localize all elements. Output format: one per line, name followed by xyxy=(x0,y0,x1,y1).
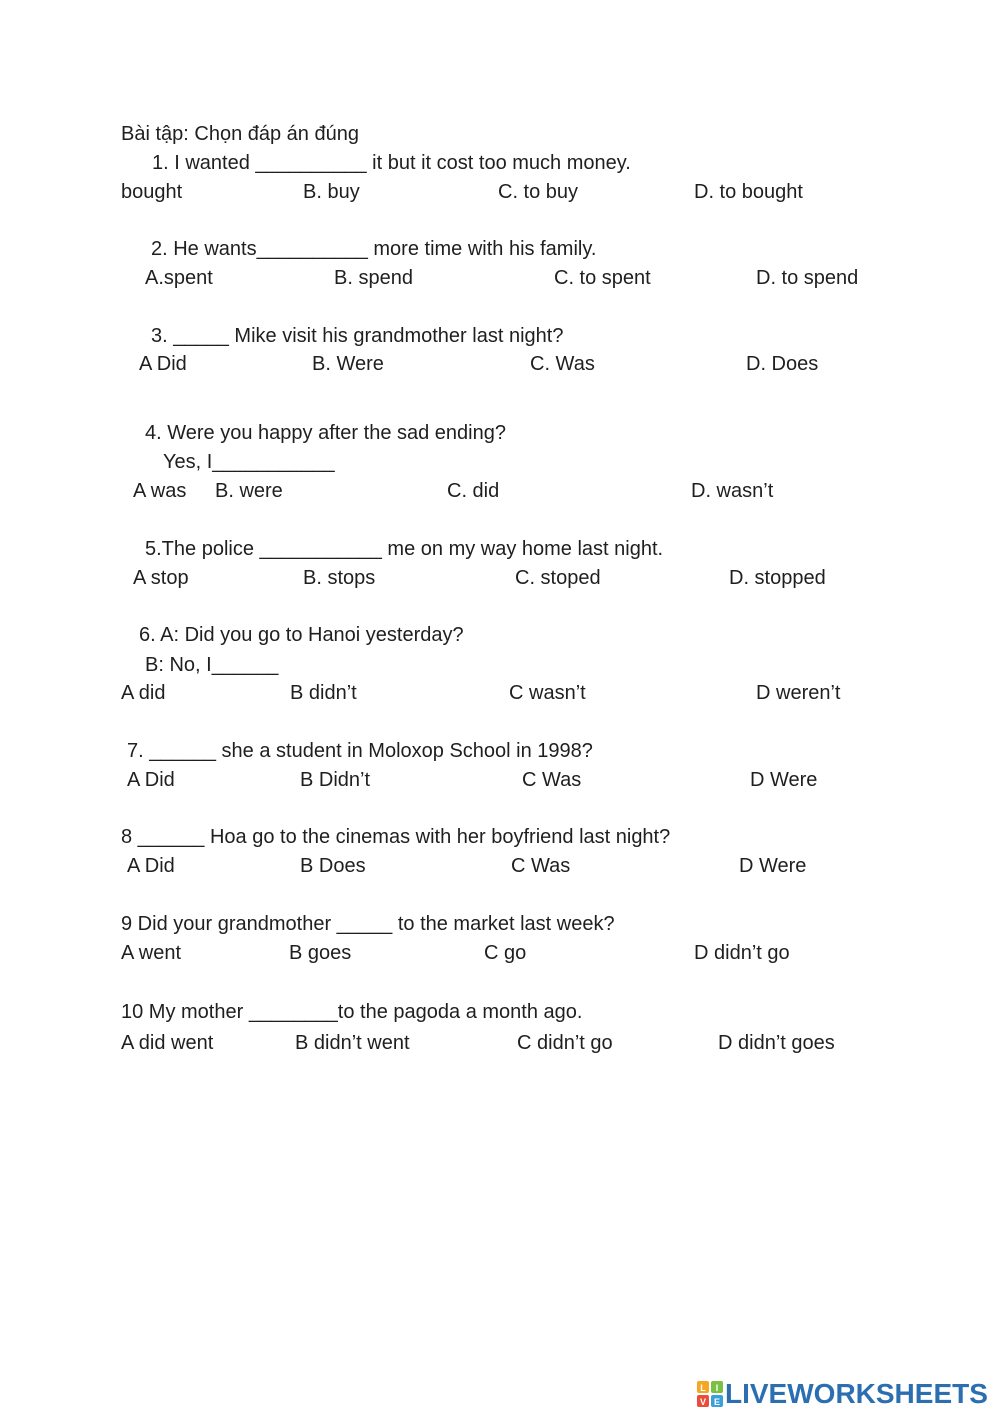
logo-icon-letter-i: I xyxy=(715,1383,719,1393)
question-7-text: 7. ______ she a student in Moloxop School in 1998? xyxy=(127,740,593,762)
question-4-option-a: A was xyxy=(133,480,187,502)
liveworksheets-logo-icon xyxy=(697,1381,723,1407)
question-10-option-c: C didn’t go xyxy=(517,1032,613,1054)
question-3-option-d: D. Does xyxy=(746,353,819,375)
question-9-option-d: D didn’t go xyxy=(694,942,790,964)
question-2-option-c: C. to spent xyxy=(554,267,651,289)
question-9-option-c: C go xyxy=(484,942,527,964)
question-5-text: 5.The police ___________ me on my way home last night. xyxy=(145,538,664,560)
question-8-option-d: D Were xyxy=(739,855,807,877)
question-5-option-d: D. stopped xyxy=(729,567,826,589)
question-10-option-a: A did went xyxy=(121,1032,214,1054)
question-7-option-d: D Were xyxy=(750,769,818,791)
question-8-option-a: A Did xyxy=(127,855,175,877)
question-6-option-d: D weren’t xyxy=(756,682,841,704)
question-10-option-b: B didn’t went xyxy=(295,1032,410,1054)
question-6-option-c: C wasn’t xyxy=(509,682,586,704)
question-8-option-c: C Was xyxy=(511,855,571,877)
logo-icon-letter-v: V xyxy=(699,1397,707,1407)
question-9-text: 9 Did your grandmother _____ to the market last week? xyxy=(121,913,615,935)
question-2-option-b: B. spend xyxy=(334,267,413,289)
logo-icon-letter-l: L xyxy=(700,1383,706,1393)
question-3-option-b: B. Were xyxy=(312,353,384,375)
question-4-option-c: C. did xyxy=(447,480,500,502)
question-7-option-a: A Did xyxy=(127,769,175,791)
question-5-option-c: C. stoped xyxy=(515,567,601,589)
question-1-option-d: D. to bought xyxy=(694,181,803,203)
question-6-subtext: B: No, I______ xyxy=(145,654,279,676)
liveworksheets-logo-text: LIVEWORKSHEETS xyxy=(725,1378,988,1409)
question-1-option-b: B. buy xyxy=(303,181,360,203)
liveworksheets-logo[interactable] xyxy=(697,1378,988,1410)
worksheet-title: Bài tập: Chọn đáp án đúng xyxy=(121,123,359,145)
question-7-option-c: C Was xyxy=(522,769,582,791)
question-9-option-b: B goes xyxy=(289,942,352,964)
question-2-option-d: D. to spend xyxy=(756,267,859,289)
question-1-option-a: bought xyxy=(121,181,183,203)
question-10-text: 10 My mother ________to the pagoda a month ago. xyxy=(121,1001,583,1023)
question-9-option-a: A went xyxy=(121,942,182,964)
question-2-option-a: A.spent xyxy=(145,267,213,289)
question-5-option-b: B. stops xyxy=(303,567,376,589)
question-3-option-a: A Did xyxy=(139,353,187,375)
question-4-option-b: B. were xyxy=(215,480,283,502)
question-5-option-a: A stop xyxy=(133,567,189,589)
question-6-option-a: A did xyxy=(121,682,166,704)
question-2-text: 2. He wants__________ more time with his family. xyxy=(151,238,597,260)
question-1-text: 1. I wanted __________ it but it cost too much money. xyxy=(152,152,631,174)
question-8-option-b: B Does xyxy=(300,855,366,877)
question-3-text: 3. _____ Mike visit his grandmother last night? xyxy=(151,325,564,347)
question-3-option-c: C. Was xyxy=(530,353,595,375)
question-6-text: 6. A: Did you go to Hanoi yesterday? xyxy=(139,624,464,646)
logo-icon-letter-e: E xyxy=(713,1397,721,1407)
question-4-text: 4. Were you happy after the sad ending? xyxy=(145,422,506,444)
question-1-option-c: C. to buy xyxy=(498,181,579,203)
question-10-option-d: D didn’t goes xyxy=(718,1032,835,1054)
question-7-option-b: B Didn’t xyxy=(300,769,371,791)
question-4-subtext: Yes, I___________ xyxy=(163,451,335,473)
question-4-option-d: D. wasn’t xyxy=(691,480,774,502)
question-8-text: 8 ______ Hoa go to the cinemas with her boyfriend last night? xyxy=(121,826,671,848)
question-6-option-b: B didn’t xyxy=(290,682,357,704)
